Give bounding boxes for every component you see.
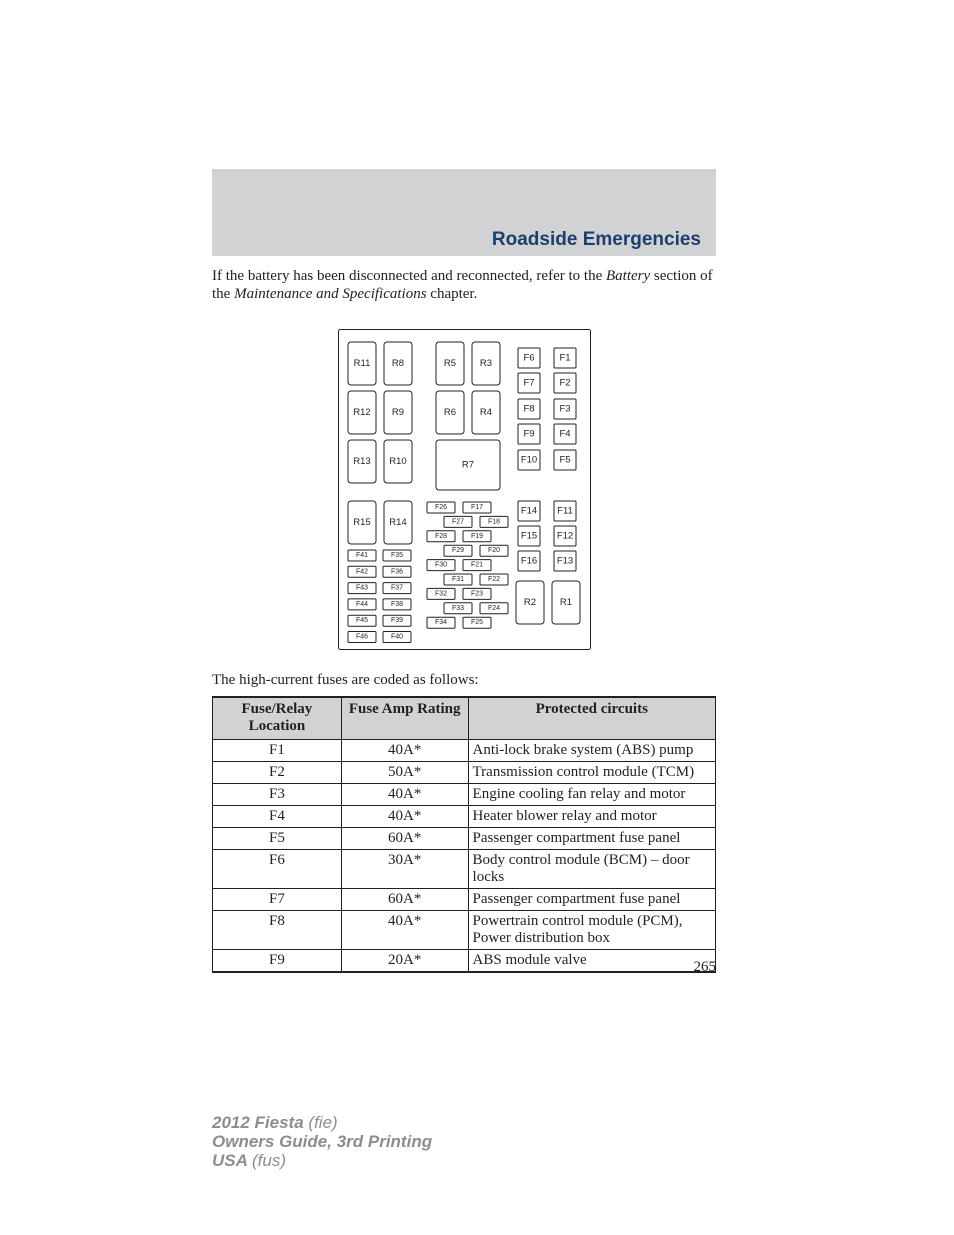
protected-circuit: Powertrain control module (PCM), Power distribution box <box>468 911 715 950</box>
protected-circuit: Engine cooling fan relay and motor <box>468 784 715 806</box>
relay-r5 <box>436 342 464 385</box>
relay-r9 <box>384 391 412 434</box>
fuse-f9 <box>518 424 540 444</box>
relay-r2 <box>516 581 544 624</box>
document-footer <box>212 1113 432 1170</box>
relay-r1-label: R1 <box>559 597 573 608</box>
fuse-f36 <box>383 566 411 577</box>
fuse-location: F6 <box>213 850 342 889</box>
fuse-f37 <box>383 583 411 594</box>
fuse-amp-rating: 40A* <box>341 911 468 950</box>
fuse-f38 <box>383 599 411 610</box>
relay-r3-label: R3 <box>479 358 493 369</box>
fuse-amp-rating: 60A* <box>341 828 468 850</box>
fuse-amp-rating: 30A* <box>341 850 468 889</box>
relay-r5-label: R5 <box>443 358 457 369</box>
fuse-f15 <box>518 526 540 546</box>
section-title: Roadside Emergencies <box>491 229 701 250</box>
protected-circuit: Body control module (BCM) – door locks <box>468 850 715 889</box>
fuse-box-svg <box>338 329 591 650</box>
fuse-f23 <box>463 588 491 599</box>
fuse-f6 <box>518 348 540 368</box>
intro-paragraph <box>212 267 716 303</box>
fuse-f32-label: F32 <box>434 590 448 598</box>
fuse-amp-rating: 60A* <box>341 889 468 911</box>
fuse-location: F3 <box>213 784 342 806</box>
fuse-f21 <box>463 560 491 571</box>
footer-model-code: (fie) <box>308 1113 338 1132</box>
protected-circuit: Transmission control module (TCM) <box>468 762 715 784</box>
fuse-location: F2 <box>213 762 342 784</box>
relay-r14-label: R14 <box>389 517 407 528</box>
relay-r6-label: R6 <box>443 407 457 418</box>
relay-r8-label: R8 <box>391 358 405 369</box>
fuse-f3-label: F3 <box>559 403 571 415</box>
fuse-f8-label: F8 <box>523 403 535 415</box>
fuse-f8 <box>518 399 540 419</box>
fuse-f12-label: F12 <box>556 530 574 542</box>
protected-circuit: Heater blower relay and motor <box>468 806 715 828</box>
fuse-f40-label: F40 <box>390 633 404 641</box>
fuse-f33 <box>444 603 472 614</box>
fuse-f1-label: F1 <box>559 352 571 364</box>
fuse-f7 <box>518 373 540 393</box>
fuse-f30 <box>427 560 455 571</box>
fuse-f25-label: F25 <box>470 619 484 627</box>
relay-r7 <box>436 440 500 490</box>
fuse-f10 <box>518 450 540 470</box>
table-row <box>213 828 716 850</box>
footer-model-line <box>212 1113 432 1132</box>
footer-model: 2012 Fiesta <box>212 1113 304 1132</box>
relay-r1 <box>552 581 580 624</box>
fuse-f23-label: F23 <box>470 590 484 598</box>
fuse-f30-label: F30 <box>434 561 448 569</box>
fuse-f20 <box>480 545 508 556</box>
relay-r11 <box>348 342 376 385</box>
relay-r10 <box>384 440 412 483</box>
fuse-amp-rating: 50A* <box>341 762 468 784</box>
relay-r12-label: R12 <box>353 407 371 418</box>
fuse-f28 <box>427 531 455 542</box>
protected-circuit: ABS module valve <box>468 950 715 973</box>
relay-r11-label: R11 <box>353 358 371 369</box>
fuse-f32 <box>427 588 455 599</box>
fuse-location: F7 <box>213 889 342 911</box>
relay-r4-label: R4 <box>479 407 493 418</box>
fuse-f5-label: F5 <box>559 454 571 466</box>
relay-r6 <box>436 391 464 434</box>
protected-circuit: Passenger compartment fuse panel <box>468 828 715 850</box>
fuse-location: F4 <box>213 806 342 828</box>
fuse-f44-label: F44 <box>355 600 369 608</box>
fuse-f24 <box>480 603 508 614</box>
fuse-f2-label: F2 <box>559 377 571 389</box>
fuse-f29-label: F29 <box>451 547 465 555</box>
fuse-f29 <box>444 545 472 556</box>
fuse-f27-label: F27 <box>451 518 465 526</box>
fuse-f39 <box>383 615 411 626</box>
fuse-f15-label: F15 <box>520 530 538 542</box>
fuse-f17 <box>463 502 491 513</box>
relay-r8 <box>384 342 412 385</box>
fuse-amp-rating: 40A* <box>341 740 468 762</box>
column-header-location: Fuse/Relay Location <box>213 697 342 740</box>
fuse-f4 <box>554 424 576 444</box>
fuse-f43-label: F43 <box>355 584 369 592</box>
fuse-f27 <box>444 516 472 527</box>
intro-text-2: section of the <box>212 268 713 302</box>
fuse-f19 <box>463 531 491 542</box>
fuse-f18 <box>480 516 508 527</box>
fuse-f35 <box>383 550 411 561</box>
intro-text-1: If the battery has been disconnected and reconnected, refer to the <box>212 268 606 284</box>
intro-text-3: chapter. <box>426 286 478 302</box>
protected-circuit: Anti-lock brake system (ABS) pump <box>468 740 715 762</box>
footer-market-line <box>212 1151 432 1170</box>
relay-r3 <box>472 342 500 385</box>
footer-market: USA <box>212 1151 248 1170</box>
relay-r15-label: R15 <box>353 517 371 528</box>
fuse-f9-label: F9 <box>523 428 535 440</box>
fuse-f6-label: F6 <box>523 352 535 364</box>
relay-r13 <box>348 440 376 483</box>
section-header-band <box>212 169 716 256</box>
fuse-f26-label: F26 <box>434 504 448 511</box>
table-row <box>213 762 716 784</box>
fuse-f34-label: F34 <box>434 619 448 627</box>
fuse-location: F8 <box>213 911 342 950</box>
fuse-f21-label: F21 <box>470 561 484 569</box>
fuse-f13 <box>554 551 576 571</box>
column-header-amp-rating: Fuse Amp Rating <box>341 697 468 740</box>
relay-r14 <box>384 501 412 544</box>
relay-r10-label: R10 <box>389 456 407 467</box>
fuse-f37-label: F37 <box>390 584 404 592</box>
fuse-location: F5 <box>213 828 342 850</box>
fuse-f10-label: F10 <box>520 454 538 466</box>
relay-r7-label: R7 <box>461 459 475 471</box>
fuse-f20-label: F20 <box>487 547 501 555</box>
column-header-protected-circuits: Protected circuits <box>468 697 715 740</box>
relay-r13-label: R13 <box>353 456 371 467</box>
table-row <box>213 806 716 828</box>
maintenance-chapter-reference: Maintenance and Specifications <box>234 286 427 302</box>
fuse-f33-label: F33 <box>451 604 465 612</box>
relay-r2-label: R2 <box>523 597 537 608</box>
fuse-f28-label: F28 <box>434 532 448 540</box>
fuse-f13-label: F13 <box>556 555 574 567</box>
fuse-box-diagram <box>338 329 591 650</box>
fuse-location: F9 <box>213 950 342 973</box>
fuse-f34 <box>427 617 455 628</box>
fuse-f16-label: F16 <box>520 555 538 567</box>
table-row <box>213 911 716 950</box>
table-row <box>213 889 716 911</box>
fuse-location: F1 <box>213 740 342 762</box>
fuse-amp-rating: 40A* <box>341 806 468 828</box>
fuse-f22-label: F22 <box>487 576 501 583</box>
fuse-f14 <box>518 501 540 521</box>
fuse-f16 <box>518 551 540 571</box>
table-row <box>213 784 716 806</box>
relay-r12 <box>348 391 376 434</box>
protected-circuit: Passenger compartment fuse panel <box>468 889 715 911</box>
fuse-f2 <box>554 373 576 393</box>
fuse-f36-label: F36 <box>390 568 404 576</box>
fuse-f35-label: F35 <box>390 552 404 559</box>
fuse-f44 <box>348 599 376 610</box>
page-number: 265 <box>693 959 716 975</box>
fuse-f42-label: F42 <box>355 568 369 576</box>
fuse-f45-label: F45 <box>355 617 369 625</box>
table-header-row <box>213 697 716 740</box>
fuse-rating-table <box>212 696 716 973</box>
fuse-f18-label: F18 <box>487 518 501 526</box>
fuse-f45 <box>348 615 376 626</box>
fuse-f41-label: F41 <box>355 552 369 559</box>
fuse-f4-label: F4 <box>559 428 571 440</box>
fuse-f7-label: F7 <box>523 377 535 389</box>
fuse-f14-label: F14 <box>520 505 538 517</box>
table-row <box>213 850 716 889</box>
fuse-amp-rating: 40A* <box>341 784 468 806</box>
fuse-f41 <box>348 550 376 561</box>
fuse-f42 <box>348 566 376 577</box>
fuse-f19-label: F19 <box>470 532 484 540</box>
footer-market-code: (fus) <box>252 1151 286 1170</box>
fuse-f31 <box>444 574 472 585</box>
fuse-amp-rating: 20A* <box>341 950 468 973</box>
fuse-f3 <box>554 399 576 419</box>
relay-r9-label: R9 <box>391 407 405 418</box>
fuse-f24-label: F24 <box>487 604 501 612</box>
fuse-f11 <box>554 501 576 521</box>
footer-guide-line: Owners Guide, 3rd Printing <box>212 1132 433 1151</box>
fuse-f46 <box>348 632 376 643</box>
fuse-f25 <box>463 617 491 628</box>
fuse-f5 <box>554 450 576 470</box>
fuse-f12 <box>554 526 576 546</box>
relay-r15 <box>348 501 376 544</box>
fuse-f39-label: F39 <box>390 617 404 625</box>
fuse-f1 <box>554 348 576 368</box>
fuse-f46-label: F46 <box>355 633 369 641</box>
fuse-f17-label: F17 <box>470 504 484 511</box>
fuse-f11-label: F11 <box>557 505 573 517</box>
relay-r4 <box>472 391 500 434</box>
fuse-f22 <box>480 574 508 585</box>
fuse-f40 <box>383 632 411 643</box>
table-row <box>213 740 716 762</box>
table-caption: The high-current fuses are coded as follows: <box>212 672 479 688</box>
fuse-f26 <box>427 502 455 513</box>
fuse-f43 <box>348 583 376 594</box>
fuse-f31-label: F31 <box>451 576 465 583</box>
battery-section-reference: Battery <box>605 268 651 284</box>
fuse-f38-label: F38 <box>390 600 404 608</box>
